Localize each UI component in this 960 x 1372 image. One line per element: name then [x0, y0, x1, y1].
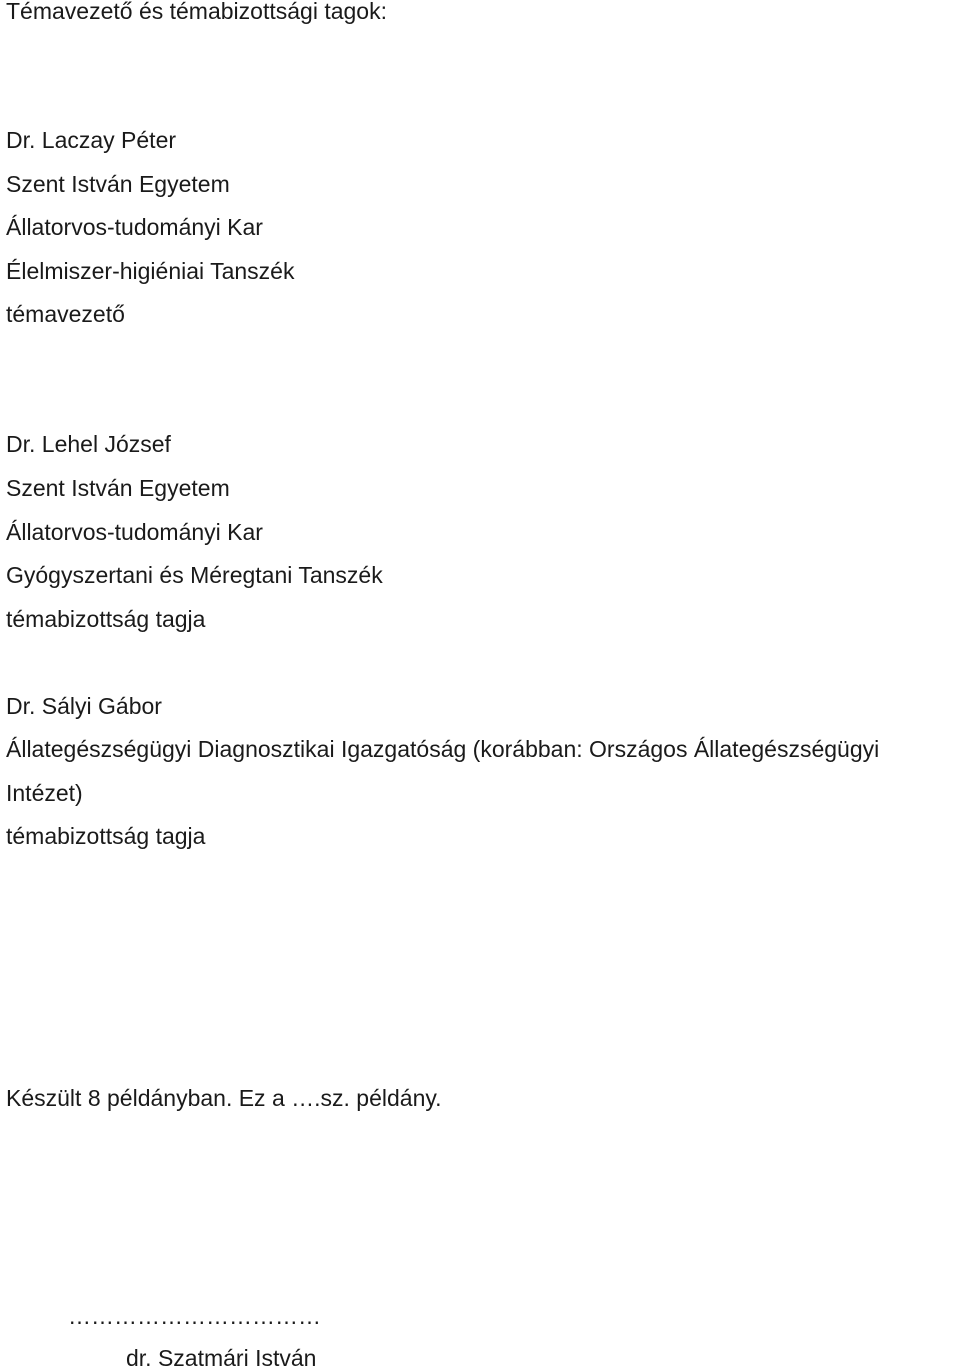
member2-role: témabizottság tagja — [6, 823, 206, 849]
member1-faculty: Állatorvos-tudományi Kar — [6, 519, 263, 545]
supervisor-role: témavezető — [6, 301, 125, 327]
member1-department: Gyógyszertani és Méregtani Tanszék — [6, 562, 383, 588]
document-heading: Témavezető és témabizottsági tagok: — [6, 0, 387, 24]
supervisor-name: Dr. Laczay Péter — [6, 127, 177, 153]
supervisor-university: Szent István Egyetem — [6, 171, 230, 197]
copies-note: Készült 8 példányban. Ez a ….sz. példány. — [6, 1085, 442, 1111]
supervisor-faculty: Állatorvos-tudományi Kar — [6, 214, 263, 240]
member1-university: Szent István Egyetem — [6, 475, 230, 501]
signature-line: …………………………… — [68, 1303, 321, 1329]
member2-institution-line2: Intézet) — [6, 780, 83, 806]
member2-name: Dr. Sályi Gábor — [6, 693, 162, 719]
member1-role: témabizottság tagja — [6, 606, 206, 632]
supervisor-department: Élelmiszer-higiéniai Tanszék — [6, 258, 295, 284]
member1-name: Dr. Lehel József — [6, 431, 171, 457]
signature-name: dr. Szatmári István — [126, 1345, 317, 1371]
member2-institution-line1: Állategészségügyi Diagnosztikai Igazgatóság (korábban: Országos Állategészségügyi — [6, 736, 880, 762]
